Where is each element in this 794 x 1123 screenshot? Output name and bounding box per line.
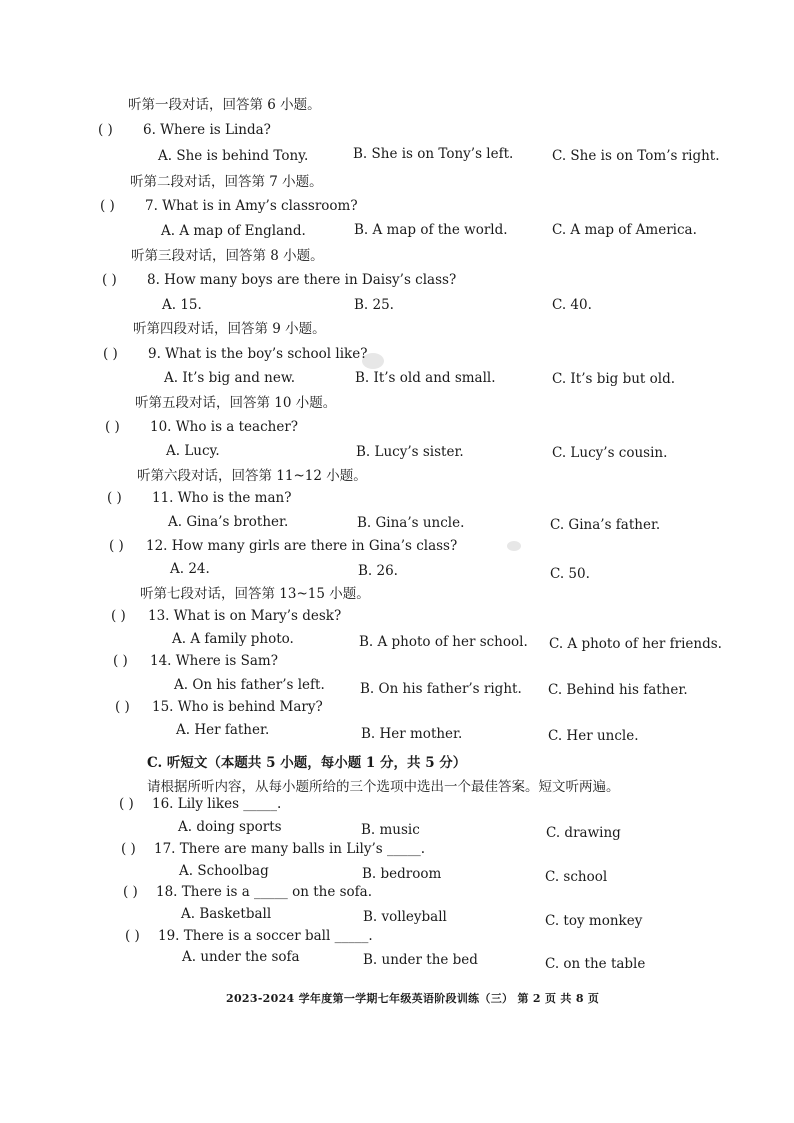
q7-option-a: A. A map of England. xyxy=(161,223,306,239)
section-c-title: C. 听短文（本题共 5 小题，每小题 1 分，共 5 分） xyxy=(147,755,467,771)
answer-blank-6[interactable]: ( ) xyxy=(98,122,113,138)
q15-option-b: B. Her mother. xyxy=(361,726,463,742)
q11-option-a: A. Gina’s brother. xyxy=(168,514,289,530)
q12-option-b: B. 26. xyxy=(358,563,398,579)
q14-option-c: C. Behind his father. xyxy=(548,682,688,698)
q18-option-a: A. Basketball xyxy=(181,906,272,922)
q16-option-c: C. drawing xyxy=(546,825,621,841)
instruction-dialog-7: 听第七段对话，回答第 13~15 小题。 xyxy=(140,586,370,602)
q12-option-a: A. 24. xyxy=(170,561,210,577)
answer-blank-11[interactable]: ( ) xyxy=(107,490,122,506)
question-10: 10. Who is a teacher? xyxy=(150,419,299,435)
q10-option-c: C. Lucy’s cousin. xyxy=(552,445,668,461)
q19-option-b: B. under the bed xyxy=(363,952,478,968)
q7-option-b: B. A map of the world. xyxy=(354,222,508,238)
answer-blank-10[interactable]: ( ) xyxy=(105,419,120,435)
q17-option-c: C. school xyxy=(545,869,608,885)
q9-option-b: B. It’s old and small. xyxy=(355,370,496,386)
q7-option-c: C. A map of America. xyxy=(552,222,697,238)
question-13: 13. What is on Mary’s desk? xyxy=(148,608,342,624)
question-12: 12. How many girls are there in Gina’s class? xyxy=(146,538,458,554)
q14-option-b: B. On his father’s right. xyxy=(360,681,522,697)
q17-option-a: A. Schoolbag xyxy=(179,863,269,879)
answer-blank-13[interactable]: ( ) xyxy=(111,608,126,624)
instruction-dialog-5: 听第五段对话，回答第 10 小题。 xyxy=(135,395,337,411)
question-9: 9. What is the boy’s school like? xyxy=(148,346,368,362)
section-c-instruction: 请根据所听内容，从每小题所给的三个选项中选出一个最佳答案。短文听两遍。 xyxy=(147,779,620,795)
answer-blank-16[interactable]: ( ) xyxy=(119,796,134,812)
instruction-dialog-4: 听第四段对话，回答第 9 小题。 xyxy=(133,321,326,337)
q16-option-a: A. doing sports xyxy=(178,819,282,835)
answer-blank-17[interactable]: ( ) xyxy=(121,841,136,857)
answer-blank-9[interactable]: ( ) xyxy=(103,346,118,362)
q6-option-c: C. She is on Tom’s right. xyxy=(552,148,720,164)
answer-blank-18[interactable]: ( ) xyxy=(123,884,138,900)
q17-option-b: B. bedroom xyxy=(362,866,442,882)
question-7: 7. What is in Amy’s classroom? xyxy=(145,198,358,214)
answer-blank-12[interactable]: ( ) xyxy=(109,538,124,554)
answer-blank-19[interactable]: ( ) xyxy=(125,928,140,944)
q15-option-c: C. Her uncle. xyxy=(548,728,639,744)
q16-option-b: B. music xyxy=(361,822,420,838)
scan-smudge xyxy=(507,541,521,551)
question-6: 6. Where is Linda? xyxy=(143,122,271,138)
q9-option-a: A. It’s big and new. xyxy=(164,370,296,386)
question-14: 14. Where is Sam? xyxy=(150,653,278,669)
instruction-dialog-1: 听第一段对话，回答第 6 小题。 xyxy=(128,97,321,113)
answer-blank-15[interactable]: ( ) xyxy=(115,699,130,715)
page-footer: 2023-2024 学年度第一学期七年级英语阶段训练（三） 第 2 页 共 8 页 xyxy=(226,992,600,1005)
question-16: 16. Lily likes _____. xyxy=(152,796,282,812)
q8-option-c: C. 40. xyxy=(552,297,592,313)
q8-option-a: A. 15. xyxy=(162,297,202,313)
instruction-dialog-2: 听第二段对话，回答第 7 小题。 xyxy=(130,174,323,190)
q18-option-b: B. volleyball xyxy=(363,909,447,925)
q6-option-a: A. She is behind Tony. xyxy=(158,148,309,164)
q19-option-c: C. on the table xyxy=(545,956,646,972)
question-18: 18. There is a _____ on the sofa. xyxy=(156,884,373,900)
question-15: 15. Who is behind Mary? xyxy=(152,699,323,715)
q8-option-b: B. 25. xyxy=(354,297,394,313)
q6-option-b: B. She is on Tony’s left. xyxy=(353,146,514,162)
q14-option-a: A. On his father’s left. xyxy=(174,677,325,693)
q13-option-c: C. A photo of her friends. xyxy=(549,636,722,652)
scan-smudge xyxy=(362,353,384,369)
q12-option-c: C. 50. xyxy=(550,566,590,582)
q10-option-a: A. Lucy. xyxy=(166,443,220,459)
instruction-dialog-6: 听第六段对话，回答第 11~12 小题。 xyxy=(137,468,367,484)
question-17: 17. There are many balls in Lily’s _____. xyxy=(154,841,426,857)
instruction-dialog-3: 听第三段对话，回答第 8 小题。 xyxy=(131,248,324,264)
q15-option-a: A. Her father. xyxy=(176,722,270,738)
q13-option-b: B. A photo of her school. xyxy=(359,634,528,650)
question-19: 19. There is a soccer ball _____. xyxy=(158,928,373,944)
answer-blank-8[interactable]: ( ) xyxy=(102,272,117,288)
question-8: 8. How many boys are there in Daisy’s class? xyxy=(147,272,457,288)
q13-option-a: A. A family photo. xyxy=(172,631,294,647)
answer-blank-14[interactable]: ( ) xyxy=(113,653,128,669)
q11-option-b: B. Gina’s uncle. xyxy=(357,515,465,531)
question-11: 11. Who is the man? xyxy=(152,490,292,506)
q9-option-c: C. It’s big but old. xyxy=(552,371,676,387)
q11-option-c: C. Gina’s father. xyxy=(550,517,661,533)
answer-blank-7[interactable]: ( ) xyxy=(100,198,115,214)
q18-option-c: C. toy monkey xyxy=(545,913,643,929)
q10-option-b: B. Lucy’s sister. xyxy=(356,444,464,460)
q19-option-a: A. under the sofa xyxy=(182,949,300,965)
